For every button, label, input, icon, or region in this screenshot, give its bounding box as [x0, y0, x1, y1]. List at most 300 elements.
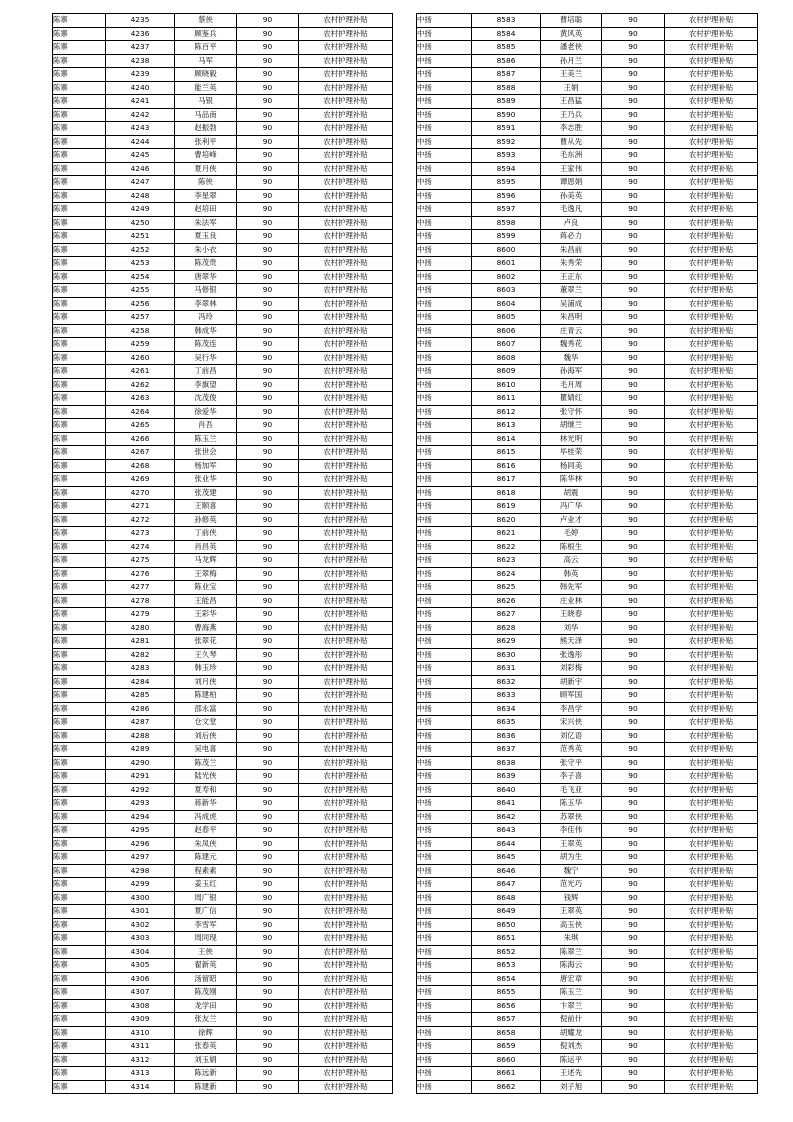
subsidy-type-cell: 农村护理补贴 [665, 567, 758, 581]
amount-cell: 90 [602, 540, 665, 554]
table-row [53, 68, 393, 82]
subsidy-type-cell: 农村护理补贴 [665, 149, 758, 163]
subsidy-type-cell: 农村护理补贴 [665, 783, 758, 797]
amount-cell: 90 [602, 783, 665, 797]
recipient-name-cell: 蒋新华 [175, 797, 237, 811]
record-number-cell: 8648 [472, 891, 541, 905]
subsidy-type-cell: 农村护理补贴 [299, 972, 393, 986]
town-cell: 陈寨 [53, 554, 106, 568]
record-number-cell: 4300 [106, 891, 175, 905]
amount-cell: 90 [237, 1080, 299, 1094]
table-row [417, 203, 758, 217]
table-row [417, 716, 758, 730]
table-row [53, 851, 393, 865]
table-row [417, 54, 758, 68]
town-cell: 中扬 [417, 176, 472, 190]
subsidy-type-cell: 农村护理补贴 [299, 810, 393, 824]
table-row [417, 527, 758, 541]
table-row [417, 918, 758, 932]
record-number-cell: 8587 [472, 68, 541, 82]
record-number-cell: 4305 [106, 959, 175, 973]
subsidy-type-cell: 农村护理补贴 [299, 162, 393, 176]
recipient-name-cell: 王家伟 [541, 162, 602, 176]
subsidy-type-cell: 农村护理补贴 [299, 135, 393, 149]
recipient-name-cell: 陈华林 [541, 473, 602, 487]
table-row [417, 743, 758, 757]
table-row [53, 689, 393, 703]
amount-cell: 90 [237, 621, 299, 635]
town-cell: 中扬 [417, 972, 472, 986]
subsidy-type-cell: 农村护理补贴 [299, 270, 393, 284]
record-number-cell: 8651 [472, 932, 541, 946]
recipient-name-cell: 毛月周 [541, 378, 602, 392]
town-cell: 中扬 [417, 702, 472, 716]
town-cell: 陈寨 [53, 419, 106, 433]
record-number-cell: 8639 [472, 770, 541, 784]
amount-cell: 90 [602, 824, 665, 838]
table-row [53, 770, 393, 784]
town-cell: 中扬 [417, 770, 472, 784]
amount-cell: 90 [237, 405, 299, 419]
record-number-cell: 8610 [472, 378, 541, 392]
record-number-cell: 8625 [472, 581, 541, 595]
record-number-cell: 8629 [472, 635, 541, 649]
table-row [53, 189, 393, 203]
subsidy-type-cell: 农村护理补贴 [299, 513, 393, 527]
amount-cell: 90 [237, 176, 299, 190]
town-cell: 中扬 [417, 716, 472, 730]
recipient-name-cell: 王乃兵 [541, 108, 602, 122]
subsidy-type-cell: 农村护理补贴 [299, 432, 393, 446]
table-row [53, 554, 393, 568]
record-number-cell: 8594 [472, 162, 541, 176]
town-cell: 陈寨 [53, 176, 106, 190]
town-cell: 陈寨 [53, 122, 106, 136]
table-row [53, 729, 393, 743]
subsidy-type-cell: 农村护理补贴 [299, 905, 393, 919]
record-number-cell: 8633 [472, 689, 541, 703]
town-cell: 陈寨 [53, 689, 106, 703]
recipient-name-cell: 丁前昌 [175, 365, 237, 379]
amount-cell: 90 [602, 365, 665, 379]
subsidy-type-cell: 农村护理补贴 [299, 729, 393, 743]
recipient-name-cell: 汤留昭 [175, 972, 237, 986]
table-row [53, 392, 393, 406]
amount-cell: 90 [237, 783, 299, 797]
record-number-cell: 8654 [472, 972, 541, 986]
amount-cell: 90 [237, 716, 299, 730]
amount-cell: 90 [237, 108, 299, 122]
table-row [53, 459, 393, 473]
left-roster-body [53, 14, 393, 1094]
amount-cell: 90 [602, 999, 665, 1013]
subsidy-type-cell: 农村护理补贴 [299, 1013, 393, 1027]
town-cell: 中扬 [417, 608, 472, 622]
town-cell: 陈寨 [53, 662, 106, 676]
table-row [417, 14, 758, 28]
record-number-cell: 4304 [106, 945, 175, 959]
recipient-name-cell: 曹海燕 [175, 621, 237, 635]
town-cell: 中扬 [417, 810, 472, 824]
table-row [417, 108, 758, 122]
recipient-name-cell: 蔡侠 [175, 14, 237, 28]
town-cell: 中扬 [417, 689, 472, 703]
amount-cell: 90 [602, 405, 665, 419]
amount-cell: 90 [602, 189, 665, 203]
town-cell: 陈寨 [53, 500, 106, 514]
town-cell: 陈寨 [53, 567, 106, 581]
amount-cell: 90 [237, 851, 299, 865]
subsidy-type-cell: 农村护理补贴 [665, 689, 758, 703]
town-cell: 中扬 [417, 189, 472, 203]
table-row [417, 149, 758, 163]
recipient-name-cell: 王顺喜 [175, 500, 237, 514]
table-row [417, 243, 758, 257]
record-number-cell: 4294 [106, 810, 175, 824]
town-cell: 陈寨 [53, 189, 106, 203]
recipient-name-cell: 朱昌明 [541, 311, 602, 325]
recipient-name-cell: 冯玲 [175, 311, 237, 325]
record-number-cell: 4239 [106, 68, 175, 82]
amount-cell: 90 [237, 689, 299, 703]
recipient-name-cell: 宋兴侠 [541, 716, 602, 730]
town-cell: 陈寨 [53, 432, 106, 446]
town-cell: 陈寨 [53, 716, 106, 730]
table-row [417, 284, 758, 298]
recipient-name-cell: 王翠英 [541, 905, 602, 919]
recipient-name-cell: 徐辉 [175, 1026, 237, 1040]
record-number-cell: 4290 [106, 756, 175, 770]
record-number-cell: 8661 [472, 1067, 541, 1081]
subsidy-type-cell: 农村护理补贴 [299, 54, 393, 68]
record-number-cell: 8646 [472, 864, 541, 878]
table-row [417, 608, 758, 622]
recipient-name-cell: 仓文堂 [175, 716, 237, 730]
table-row [53, 905, 393, 919]
record-number-cell: 8649 [472, 905, 541, 919]
record-number-cell: 8602 [472, 270, 541, 284]
table-row [53, 783, 393, 797]
record-number-cell: 8656 [472, 999, 541, 1013]
record-number-cell: 4299 [106, 878, 175, 892]
amount-cell: 90 [237, 257, 299, 271]
table-row [417, 230, 758, 244]
record-number-cell: 4242 [106, 108, 175, 122]
town-cell: 中扬 [417, 918, 472, 932]
record-number-cell: 8612 [472, 405, 541, 419]
amount-cell: 90 [602, 891, 665, 905]
town-cell: 中扬 [417, 230, 472, 244]
record-number-cell: 4259 [106, 338, 175, 352]
record-number-cell: 8634 [472, 702, 541, 716]
amount-cell: 90 [237, 95, 299, 109]
table-row [53, 608, 393, 622]
recipient-name-cell: 杨同美 [541, 459, 602, 473]
amount-cell: 90 [237, 945, 299, 959]
record-number-cell: 8617 [472, 473, 541, 487]
recipient-name-cell: 杨加军 [175, 459, 237, 473]
town-cell: 中扬 [417, 81, 472, 95]
subsidy-type-cell: 农村护理补贴 [299, 648, 393, 662]
table-row [53, 432, 393, 446]
recipient-name-cell: 刘月侠 [175, 675, 237, 689]
recipient-name-cell: 王述先 [541, 1067, 602, 1081]
table-row [53, 864, 393, 878]
subsidy-type-cell: 农村护理补贴 [299, 756, 393, 770]
amount-cell: 90 [237, 540, 299, 554]
amount-cell: 90 [237, 459, 299, 473]
amount-cell: 90 [237, 648, 299, 662]
recipient-name-cell: 赵春平 [175, 824, 237, 838]
subsidy-type-cell: 农村护理补贴 [299, 365, 393, 379]
town-cell: 陈寨 [53, 675, 106, 689]
subsidy-type-cell: 农村护理补贴 [299, 446, 393, 460]
amount-cell: 90 [237, 338, 299, 352]
town-cell: 中扬 [417, 338, 472, 352]
subsidy-type-cell: 农村护理补贴 [665, 1053, 758, 1067]
subsidy-type-cell: 农村护理补贴 [665, 365, 758, 379]
town-cell: 中扬 [417, 95, 472, 109]
subsidy-type-cell: 农村护理补贴 [665, 891, 758, 905]
town-cell: 中扬 [417, 392, 472, 406]
record-number-cell: 4251 [106, 230, 175, 244]
subsidy-type-cell: 农村护理补贴 [665, 189, 758, 203]
table-row [417, 999, 758, 1013]
amount-cell: 90 [237, 1013, 299, 1027]
amount-cell: 90 [602, 216, 665, 230]
town-cell: 陈寨 [53, 1080, 106, 1094]
amount-cell: 90 [602, 554, 665, 568]
subsidy-type-cell: 农村护理补贴 [665, 95, 758, 109]
amount-cell: 90 [602, 135, 665, 149]
subsidy-type-cell: 农村护理补贴 [299, 837, 393, 851]
table-row [53, 959, 393, 973]
subsidy-type-cell: 农村护理补贴 [665, 54, 758, 68]
table-row [53, 648, 393, 662]
recipient-name-cell: 蒋必力 [541, 230, 602, 244]
table-row [53, 986, 393, 1000]
record-number-cell: 4307 [106, 986, 175, 1000]
table-row [53, 716, 393, 730]
record-number-cell: 4296 [106, 837, 175, 851]
subsidy-type-cell: 农村护理补贴 [299, 27, 393, 41]
record-number-cell: 4249 [106, 203, 175, 217]
recipient-name-cell: 肖吾 [175, 419, 237, 433]
amount-cell: 90 [602, 743, 665, 757]
subsidy-type-cell: 农村护理补贴 [299, 243, 393, 257]
subsidy-type-cell: 农村护理补贴 [665, 702, 758, 716]
amount-cell: 90 [602, 176, 665, 190]
subsidy-type-cell: 农村护理补贴 [665, 972, 758, 986]
table-row [53, 378, 393, 392]
amount-cell: 90 [602, 311, 665, 325]
subsidy-type-cell: 农村护理补贴 [665, 540, 758, 554]
table-row [53, 270, 393, 284]
record-number-cell: 4286 [106, 702, 175, 716]
table-row [53, 486, 393, 500]
amount-cell: 90 [602, 662, 665, 676]
table-row [53, 878, 393, 892]
table-row [53, 581, 393, 595]
table-row [417, 662, 758, 676]
table-row [53, 324, 393, 338]
table-row [417, 972, 758, 986]
record-number-cell: 4243 [106, 122, 175, 136]
subsidy-type-cell: 农村护理补贴 [665, 257, 758, 271]
amount-cell: 90 [237, 986, 299, 1000]
record-number-cell: 4276 [106, 567, 175, 581]
recipient-name-cell: 冯广华 [541, 500, 602, 514]
table-row [53, 1040, 393, 1054]
record-number-cell: 4303 [106, 932, 175, 946]
town-cell: 陈寨 [53, 284, 106, 298]
table-row [417, 41, 758, 55]
record-number-cell: 4256 [106, 297, 175, 311]
table-row [417, 68, 758, 82]
recipient-name-cell: 陈建新 [175, 1080, 237, 1094]
table-row [417, 513, 758, 527]
amount-cell: 90 [602, 905, 665, 919]
amount-cell: 90 [602, 513, 665, 527]
record-number-cell: 4250 [106, 216, 175, 230]
recipient-name-cell: 吴行华 [175, 351, 237, 365]
amount-cell: 90 [602, 257, 665, 271]
table-row [417, 554, 758, 568]
subsidy-type-cell: 农村护理补贴 [665, 230, 758, 244]
record-number-cell: 4275 [106, 554, 175, 568]
table-row [53, 945, 393, 959]
table-row [53, 743, 393, 757]
record-number-cell: 8628 [472, 621, 541, 635]
town-cell: 陈寨 [53, 891, 106, 905]
subsidy-type-cell: 农村护理补贴 [665, 338, 758, 352]
town-cell: 陈寨 [53, 1053, 106, 1067]
amount-cell: 90 [237, 162, 299, 176]
table-row [417, 824, 758, 838]
record-number-cell: 4313 [106, 1067, 175, 1081]
table-row [417, 365, 758, 379]
amount-cell: 90 [237, 594, 299, 608]
record-number-cell: 4260 [106, 351, 175, 365]
table-row [417, 351, 758, 365]
table-row [417, 932, 758, 946]
table-row [417, 810, 758, 824]
subsidy-type-cell: 农村护理补贴 [299, 176, 393, 190]
subsidy-type-cell: 农村护理补贴 [665, 675, 758, 689]
amount-cell: 90 [602, 689, 665, 703]
recipient-name-cell: 孙修英 [175, 513, 237, 527]
table-row [53, 891, 393, 905]
town-cell: 中扬 [417, 324, 472, 338]
table-row [53, 1067, 393, 1081]
record-number-cell: 8638 [472, 756, 541, 770]
recipient-name-cell: 李昌学 [541, 702, 602, 716]
recipient-name-cell: 瞿婧红 [541, 392, 602, 406]
record-number-cell: 4309 [106, 1013, 175, 1027]
town-cell: 中扬 [417, 41, 472, 55]
recipient-name-cell: 陈玉兰 [175, 432, 237, 446]
table-row [417, 473, 758, 487]
amount-cell: 90 [602, 297, 665, 311]
record-number-cell: 4247 [106, 176, 175, 190]
recipient-name-cell: 李志胜 [541, 122, 602, 136]
table-row [53, 405, 393, 419]
recipient-name-cell: 曹培峰 [175, 149, 237, 163]
town-cell: 中扬 [417, 554, 472, 568]
record-number-cell: 4255 [106, 284, 175, 298]
record-number-cell: 8588 [472, 81, 541, 95]
record-number-cell: 8655 [472, 986, 541, 1000]
town-cell: 陈寨 [53, 1026, 106, 1040]
amount-cell: 90 [602, 446, 665, 460]
recipient-name-cell: 王彩华 [175, 608, 237, 622]
subsidy-type-cell: 农村护理补贴 [299, 203, 393, 217]
record-number-cell: 4284 [106, 675, 175, 689]
subsidy-type-cell: 农村护理补贴 [299, 216, 393, 230]
record-number-cell: 4273 [106, 527, 175, 541]
subsidy-type-cell: 农村护理补贴 [665, 162, 758, 176]
recipient-name-cell: 潘老侠 [541, 41, 602, 55]
subsidy-type-cell: 农村护理补贴 [299, 149, 393, 163]
town-cell: 中扬 [417, 14, 472, 28]
town-cell: 中扬 [417, 783, 472, 797]
recipient-name-cell: 高云 [541, 554, 602, 568]
record-number-cell: 4257 [106, 311, 175, 325]
town-cell: 陈寨 [53, 864, 106, 878]
town-cell: 陈寨 [53, 513, 106, 527]
town-cell: 陈寨 [53, 311, 106, 325]
recipient-name-cell: 陈建元 [175, 851, 237, 865]
subsidy-type-cell: 农村护理补贴 [299, 554, 393, 568]
amount-cell: 90 [237, 675, 299, 689]
subsidy-type-cell: 农村护理补贴 [665, 554, 758, 568]
amount-cell: 90 [237, 891, 299, 905]
recipient-name-cell: 徐爱华 [175, 405, 237, 419]
record-number-cell: 4282 [106, 648, 175, 662]
record-number-cell: 8584 [472, 27, 541, 41]
table-row [417, 756, 758, 770]
amount-cell: 90 [237, 527, 299, 541]
amount-cell: 90 [237, 662, 299, 676]
table-row [53, 162, 393, 176]
table-row [417, 581, 758, 595]
table-row [417, 1080, 758, 1094]
town-cell: 中扬 [417, 365, 472, 379]
table-row [417, 324, 758, 338]
amount-cell: 90 [237, 878, 299, 892]
recipient-name-cell: 顾军国 [541, 689, 602, 703]
amount-cell: 90 [602, 810, 665, 824]
record-number-cell: 8622 [472, 540, 541, 554]
town-cell: 中扬 [417, 1053, 472, 1067]
table-row [417, 891, 758, 905]
table-row [53, 230, 393, 244]
town-cell: 陈寨 [53, 1067, 106, 1081]
subsidy-type-cell: 农村护理补贴 [299, 770, 393, 784]
town-cell: 陈寨 [53, 608, 106, 622]
table-row [53, 135, 393, 149]
record-number-cell: 4246 [106, 162, 175, 176]
record-number-cell: 8593 [472, 149, 541, 163]
town-cell: 中扬 [417, 797, 472, 811]
recipient-name-cell: 胡继兰 [541, 419, 602, 433]
town-cell: 中扬 [417, 1067, 472, 1081]
amount-cell: 90 [602, 14, 665, 28]
table-row [53, 594, 393, 608]
town-cell: 中扬 [417, 108, 472, 122]
recipient-name-cell: 张守平 [541, 756, 602, 770]
record-number-cell: 8596 [472, 189, 541, 203]
